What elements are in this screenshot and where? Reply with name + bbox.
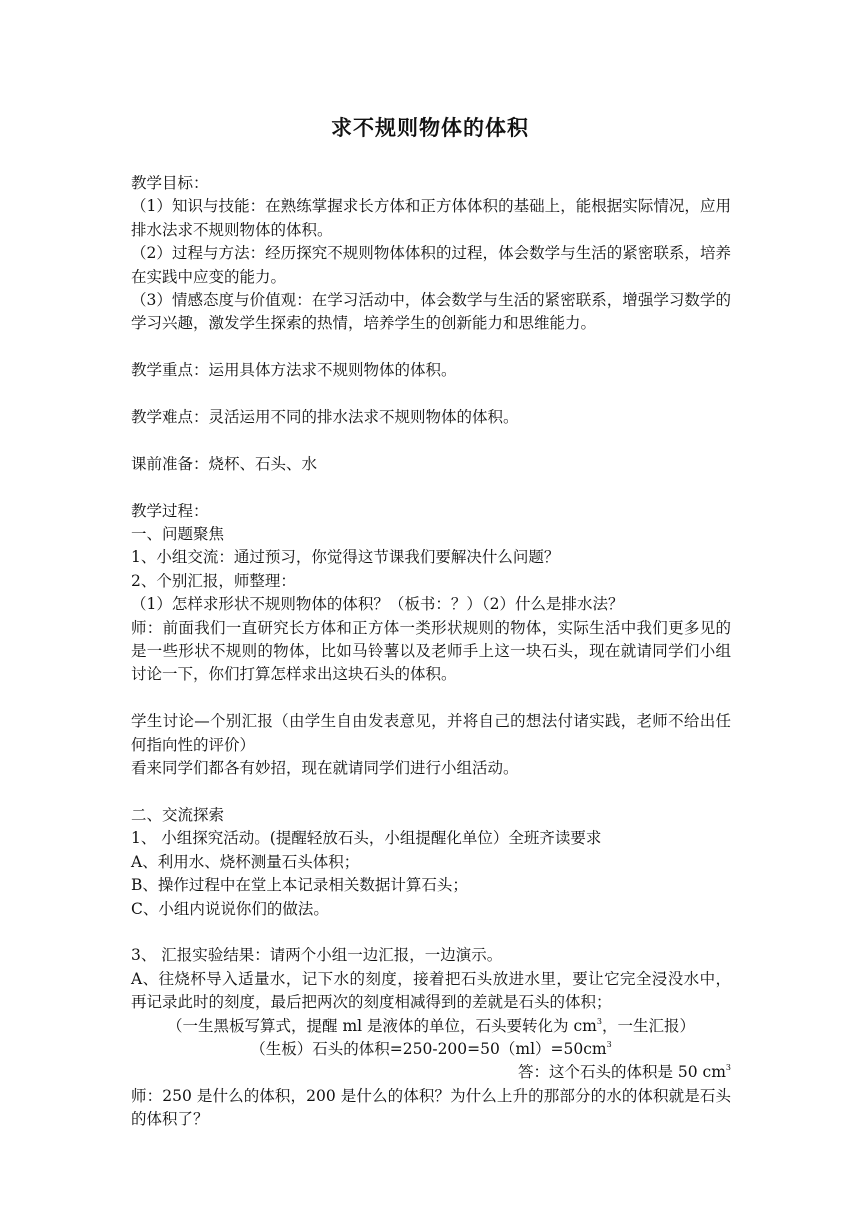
spacer [131,383,731,406]
superscript: 3 [596,1016,602,1026]
paragraph: （1）怎样求形状不规则物体的体积？（板书：？）（2）什么是排水法？ [131,595,624,614]
spacer [131,687,731,710]
answer-line [131,1061,731,1084]
paragraph: 1、小组交流：通过预习，你觉得这节课我们要解决什么问题？ [131,548,560,567]
objective-item: （2）过程与方法：经历探究不规则物体体积的过程，体会数学与生活的紧密联系，培养在实践中应变的能力。 [131,244,731,286]
spacer [131,336,731,359]
spacer [131,476,731,499]
difficulty: 教学难点：灵活运用不同的排水法求不规则物体的体积。 [131,408,519,427]
paragraph: 师：前面我们一直研究长方体和正方体一类形状规则的物体，实际生活中我们更多见的是一些形状不规则的物体，比如马铃薯以及老师手上这一块石头，现在就请同学们小组讨论一下，你们打算怎样求出这块石头的体积。 [131,618,731,684]
key-point: 教学重点：运用具体方法求不规则物体的体积。 [131,361,457,380]
preparation: 课前准备：烧杯、石头、水 [131,454,318,473]
spacer [131,921,731,944]
paragraph: 2、个别汇报，师整理： [131,571,296,590]
superscript: 3 [606,1039,612,1049]
section-heading: 二、交流探索 [131,805,225,824]
formula-text: （生板）石头的体积=250-200=50（ml）=50cm [250,1039,607,1058]
note-text: （一生黑板写算式，提醒 ml 是液体的单位，石头要转化为 cm [167,1016,597,1035]
list-item: C、小组内说说你们的做法。 [131,899,329,918]
formula-line [131,1038,731,1061]
document-body [131,172,731,1132]
objectives-heading: 教学目标： [131,174,209,192]
paragraph: A、往烧杯导入适量水，记下水的刻度，接着把石头放进水里，要让它完全浸没水中，再记录此时的刻度，最后把两次的刻度相减得到的差就是石头的体积； [131,969,731,1012]
note-line [131,1015,731,1038]
objective-item: （3）情感态度与价值观：在学习活动中，体会数学与生活的紧密联系，增强学习数学的学习兴趣，激发学生探索的热情，培养学生的创新能力和思维能力。 [131,291,731,333]
superscript: 3 [725,1063,731,1073]
paragraph: 师：250 是什么的体积，200 是什么的体积？为什么上升的那部分的水的体积就是石头的体积了？ [131,1086,731,1129]
answer-text: 答：这个石头的体积是 50 cm [517,1063,726,1082]
note-text: ，一生汇报） [601,1016,695,1035]
spacer [131,780,731,803]
section-heading: 一、问题聚焦 [131,525,225,544]
spacer [131,429,731,452]
list-item: A、利用水、烧杯测量石头体积； [131,852,360,871]
paragraph: 3、 汇报实验结果：请两个小组一边汇报，一边演示。 [131,946,503,965]
paragraph: 看来同学们都各有妙招，现在就请同学们进行小组活动。 [131,759,519,778]
page-title: 求不规则物体的体积 [331,116,529,140]
paragraph: 学生讨论—个别汇报（由学生自由发表意见，并将自己的想法付诸实践，老师不给出任何指向性的评价） [131,712,731,754]
objective-item: （1）知识与技能：在熟练掌握求长方体和正方体体积的基础上，能根据实际情况，应用排水法求不规则物体的体积。 [131,197,731,239]
paragraph: 1、 小组探究活动。(提醒轻放石头，小组提醒化单位）全班齐读要求 [131,829,602,848]
list-item: B、操作过程中在堂上本记录相关数据计算石头； [131,876,468,895]
process-heading: 教学过程： [131,501,209,520]
